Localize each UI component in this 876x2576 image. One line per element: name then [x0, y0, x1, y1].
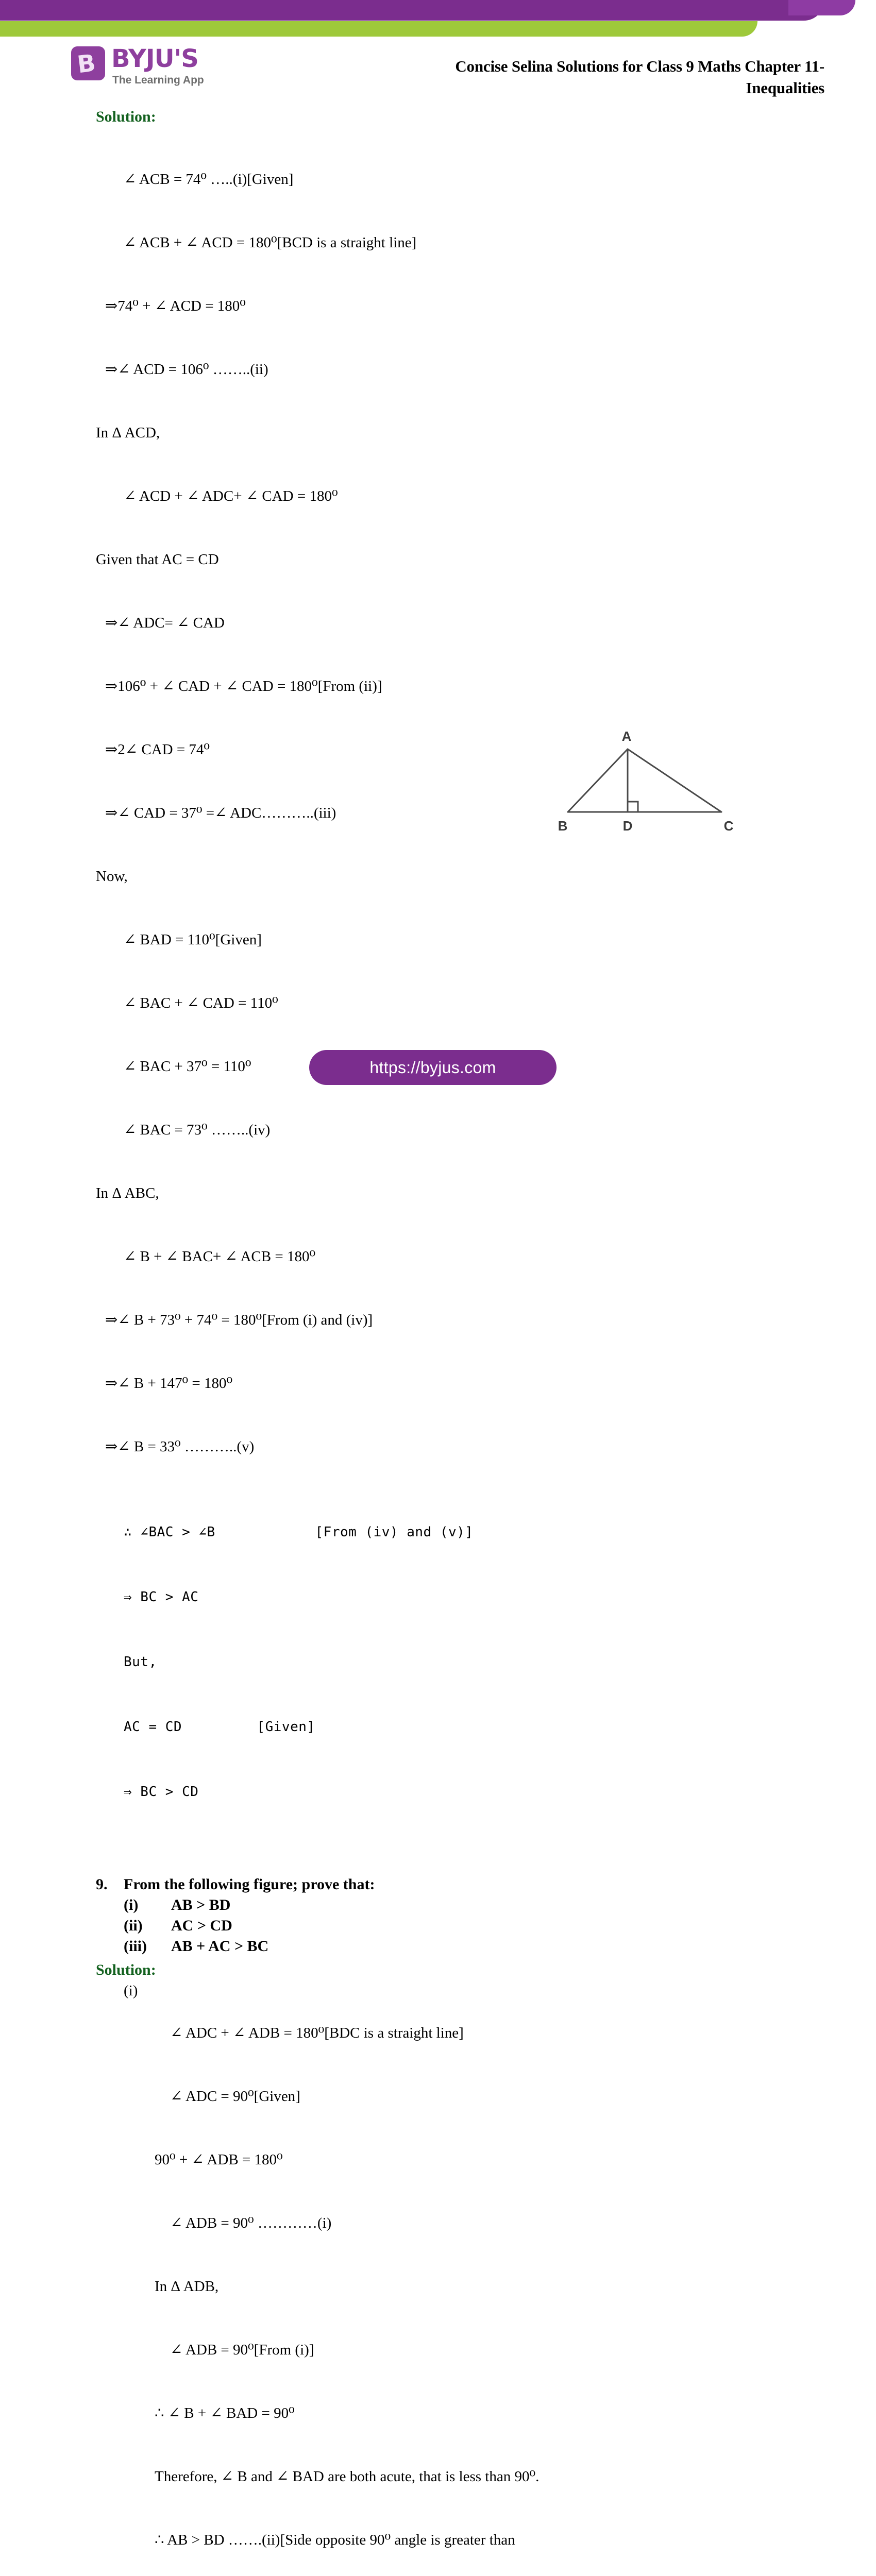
figure-label-c: C: [723, 818, 734, 834]
header-purple-bar: [0, 0, 824, 21]
equation-line: Given that AC = CD: [96, 551, 219, 568]
page-title-line2: Inequalities: [746, 79, 824, 97]
page-title-line1: Concise Selina Solutions for Class 9 Maths Chapter 11-: [455, 57, 824, 75]
question-item-text: AB + AC > BC: [171, 1938, 269, 1955]
equation-line: ∠ BAC = 73⁰ ……..(iv): [124, 1122, 271, 1138]
equation-line: ⇒∠ B + 147⁰ = 180⁰: [105, 1375, 233, 1392]
equation-line: ∠ ACD + ∠ ADC+ ∠ CAD = 180⁰: [124, 488, 338, 504]
equation-line-handwritten: ⇒ BC > CD: [124, 1784, 199, 1800]
figure-label-b: B: [558, 818, 568, 834]
equation-line: ∠ ADB = 90⁰[From (i)]: [170, 2342, 314, 2358]
equation-line: ⇒74⁰ + ∠ ACD = 180⁰: [105, 298, 246, 314]
document-content: [0, 107, 876, 2576]
logo-letter-b: B: [75, 48, 97, 79]
equation-line: ∠ ADC = 90⁰[Given]: [170, 2088, 300, 2105]
equation-line: ∠ ACB = 74⁰ …..(i)[Given]: [124, 171, 294, 188]
byjus-url-button[interactable]: https://byjus.com: [309, 1050, 557, 1085]
right-angle-mark-icon: [628, 802, 638, 812]
solution-2-equations: [155, 1980, 876, 2576]
equation-line: Now,: [96, 868, 128, 885]
question-text: From the following figure; prove that:: [124, 1876, 375, 1893]
equation-line: ∠ BAC + 37⁰ = 110⁰: [124, 1058, 251, 1075]
question-item-roman: (iii): [124, 1938, 147, 1955]
figure-label-d: D: [622, 818, 633, 834]
equation-line: 90⁰ + ∠ ADB = 180⁰: [155, 2151, 283, 2168]
equation-line: In Δ ADB,: [155, 2278, 219, 2295]
solution-part-label: (i): [124, 1982, 138, 1999]
equation-line: ∠ ADC + ∠ ADB = 180⁰[BDC is a straight line]: [170, 2025, 464, 2041]
equation-line: ∴ AB > BD …….(ii)[Side opposite 90⁰ angle is greater than: [155, 2532, 515, 2548]
equation-line: Therefore, ∠ B and ∠ BAD are both acute, that is less than 90⁰.: [155, 2468, 540, 2485]
question-item: [124, 1895, 876, 1916]
question-item-roman: (ii): [124, 1917, 143, 1934]
header-green-bar: [0, 21, 757, 37]
figure-label-a: A: [621, 728, 632, 744]
equation-line: ∠ B + ∠ BAC+ ∠ ACB = 180⁰: [124, 1248, 316, 1265]
equation-line: In Δ ACD,: [96, 425, 160, 441]
header-decoration: [0, 0, 876, 38]
question-item-text: AB > BD: [171, 1896, 231, 1913]
question-item-roman: (i): [124, 1896, 139, 1913]
question-item: [124, 1916, 876, 1936]
page-title: [392, 56, 824, 99]
question-item: [124, 1936, 876, 1957]
equation-line: ⇒∠ ADC= ∠ CAD: [105, 615, 225, 631]
header-purple-bar-tip: [788, 0, 855, 15]
equation-line: ⇒2∠ CAD = 74⁰: [105, 741, 210, 758]
equation-line-handwritten: ⇒ BC > AC: [124, 1589, 199, 1605]
equation-line: ⇒∠ CAD = 37⁰ =∠ ADC………..(iii): [105, 805, 336, 821]
equation-line: ∠ BAD = 110⁰[Given]: [124, 931, 262, 948]
equation-line-handwritten: ∴ ∠BAC > ∠B [From (iv) and (v)]: [124, 1524, 474, 1540]
question-number: 9.: [96, 1876, 108, 1893]
byjus-logo: [71, 45, 221, 97]
triangle-outline: [568, 749, 721, 812]
equation-line: ∠ BAC + ∠ CAD = 110⁰: [124, 995, 278, 1011]
equation-line: ∴ ∠ B + ∠ BAD = 90⁰: [155, 2405, 295, 2421]
equation-line-handwritten: But,: [124, 1654, 157, 1670]
equation-line: ⇒∠ ACD = 106⁰ ……..(ii): [105, 361, 268, 378]
logo-tagline: The Learning App: [112, 74, 204, 86]
byjus-logo-mark-icon: [71, 46, 105, 80]
equation-line: ⇒∠ B + 73⁰ + 74⁰ = 180⁰[From (i) and (iv)]: [105, 1312, 373, 1328]
equation-line-handwritten: AC = CD [Given]: [124, 1719, 315, 1735]
solution-heading-2: Solution:: [96, 1961, 156, 1978]
equation-line: In Δ ABC,: [96, 1185, 159, 1201]
question-9: [0, 1874, 876, 1957]
equation-line: ⇒106⁰ + ∠ CAD + ∠ CAD = 180⁰[From (ii)]: [105, 678, 382, 694]
solution-heading-1: Solution:: [96, 108, 156, 125]
question-item-text: AC > CD: [171, 1917, 232, 1934]
equation-line: ⇒∠ B = 33⁰ ………..(v): [105, 1438, 255, 1455]
triangle-figure: [551, 725, 757, 839]
equation-line: ∠ ADB = 90⁰ …………(i): [170, 2215, 332, 2231]
logo-wordmark: BYJU'S: [111, 44, 198, 73]
triangle-figure-svg: [551, 725, 757, 839]
solution-1-equations: [96, 127, 876, 1845]
equation-line: ∠ ACB + ∠ ACD = 180⁰[BCD is a straight line]: [124, 234, 417, 251]
